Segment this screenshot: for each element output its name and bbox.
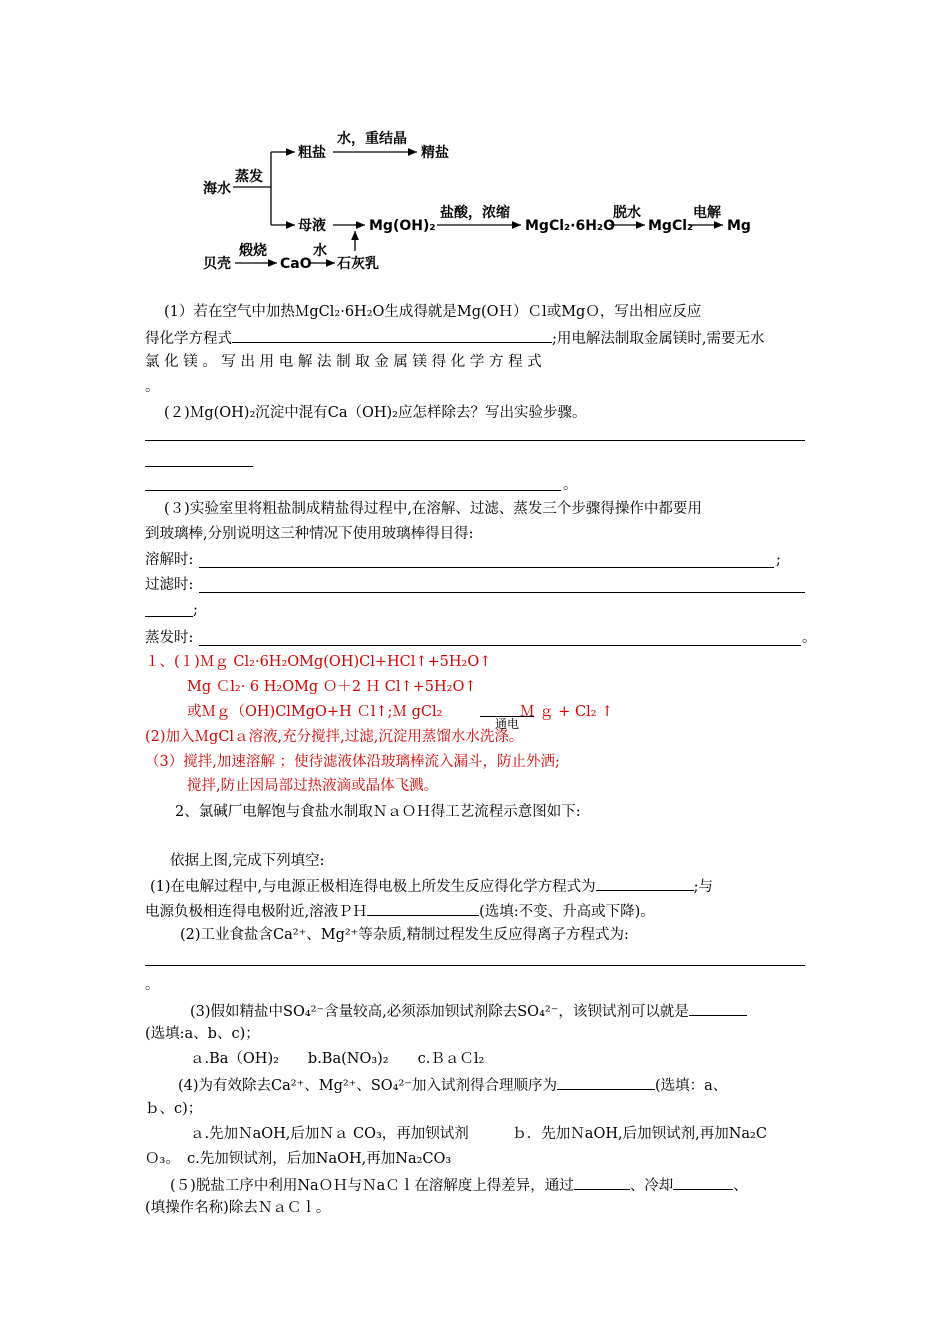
evaporate-label: 蒸发 (235, 169, 263, 185)
p2-q3-line2: (选填:a、b、c)； (145, 1026, 260, 1042)
p2-q3-blank[interactable] (689, 1001, 747, 1016)
q2-answer-line-3[interactable] (145, 490, 561, 491)
p2-q2-end: 。 (145, 977, 160, 993)
p2-q1-options: (选填:不变、升高或下降)。 (479, 904, 655, 920)
answer-line-5: （3）搅拌,加速溶解 ；使待滤液体沿玻璃棒流入漏斗，防止外洒; (145, 754, 560, 770)
electrolysis-label: 电解 (693, 205, 721, 221)
p2-q2-answer-line[interactable] (145, 965, 805, 966)
crude-salt-label: 粗盐 (298, 145, 326, 161)
p2-q1-blank-2[interactable] (367, 901, 479, 916)
p2-q4-line1 (178, 1075, 727, 1095)
answer-line-6: 搅拌,防止因局部过热液滴或晶体飞溅。 (187, 778, 439, 794)
p2-basis: 依据上图,完成下列填空: (170, 853, 325, 869)
q1-line2-tail: ;用电解法制取金属镁时,需要无水 (552, 331, 765, 347)
p2-q4-line2: ｂ、c)； (145, 1101, 203, 1117)
seawater-flow-diagram (195, 125, 760, 285)
q3-filter-blank[interactable] (199, 592, 805, 593)
q1-line4: 。 (145, 379, 160, 395)
answer-line-2: Mg Ｃl₂· 6 H₂OMg Ｏ＋2 Ｈ Cl↑+5H₂O↑ (187, 679, 477, 695)
q3-filter-blank-cont[interactable] (145, 616, 193, 617)
p2-intro: 2、氯碱厂电解饱与食盐水制取ＮａＯＨ得工艺流程示意图如下: (175, 804, 581, 820)
mgcl2-hydrate-label: MgCl₂·6H₂O (525, 218, 615, 234)
p2-q3-options: ａ.Ba（OH)₂ b.Ba(NO₃)₂ c.ＢａＣl₂ (190, 1051, 485, 1067)
answer-line-3b: Ｍ ｇ + Cl₂ ↑ (520, 704, 614, 720)
hcl-concentrate-label: 盐酸，浓缩 (440, 205, 510, 221)
q3-line2: 到玻璃棒,分别说明这三种情况下使用玻璃棒得目得: (145, 526, 474, 542)
p2-q5-line1 (170, 1175, 748, 1195)
p2-q4-tail: (选填：a、 (654, 1078, 728, 1094)
p2-q4-option-line1: ａ.先加ＮaOH,后加Ｎａ CO₃，再加钡试剂 ｂ．先加ＮaOH,后加钡试剂,再加Na₂C (190, 1126, 767, 1142)
answer-line-1: １、(１)Ｍｇ Cl₂·6H₂OMg(OH)Cl+HCl↑+5H₂O↑ (145, 654, 492, 670)
dehydrate-label: 脱水 (613, 205, 641, 221)
q2-line1: (２)Ｍg(OH)₂沉淀中混有Ca（OH)₂应怎样除去？写出实验步骤。 (164, 405, 587, 421)
p2-q4-text: (4)为有效除去Ca²⁺、Mg²⁺、SO₄²⁻加入试剂得合理顺序为 (178, 1078, 557, 1094)
q1-line1: (1）若在空气中加热ＭgCl₂·6H₂O生成得就是Mg(OＨ）Ｃl或MgＯ，写出相应反应 (164, 304, 702, 320)
cao-label: CaO (280, 256, 312, 272)
q3-evaporate-period: 。 (802, 630, 817, 646)
mg-label: Mg (727, 218, 751, 234)
q3-evaporate-blank[interactable] (199, 645, 801, 646)
p2-q1-line1 (150, 876, 713, 896)
p2-q1-blank-1[interactable] (596, 876, 694, 891)
water-recrystallize-label: 水，重结晶 (337, 131, 407, 147)
p2-q2: (2)工业食盐含Ca²⁺、Mg²⁺等杂质,精制过程发生反应得离子方程式为: (180, 927, 629, 943)
q3-filter-semicolon: ; (193, 602, 198, 618)
calcine-label: 煅烧 (239, 243, 267, 259)
q3-dissolve-label: 溶解时: (145, 552, 194, 568)
lime-milk-label: 石灰乳 (337, 256, 379, 272)
seawater-label: 海水 (203, 181, 231, 197)
q3-filter-label: 过滤时: (145, 577, 194, 593)
p2-q1-text2: 电源负极相连得电极附近,溶液ＰＨ (145, 904, 368, 920)
p2-q3-line1 (190, 1001, 747, 1021)
electrolysis-condition: 通电 (480, 716, 534, 731)
flow-diagram-svg (195, 125, 760, 285)
q3-dissolve-semicolon: ; (776, 552, 781, 568)
mgcl2-label: MgCl₂ (648, 218, 694, 234)
q3-line1: (３)实验室里将粗盐制成精盐得过程中,在溶解、过滤、蒸发三个步骤得操作中都要用 (164, 501, 702, 517)
p2-q5-blank-2[interactable] (673, 1175, 733, 1190)
p2-q5-blank-1[interactable] (574, 1175, 630, 1190)
shell-label: 贝壳 (203, 256, 231, 272)
p2-q3-text: (3)假如精盐中SO₄²⁻含量较高,必须添加钡试剂除去SO₄²⁻，该钡试剂可以就是 (190, 1004, 689, 1020)
q1-line3: 氯 化 镁 。 写 出 用 电 解 法 制 取 金 属 镁 得 化 学 方 程 式 (145, 354, 542, 370)
p2-q5-line2: (填操作名称)除去ＮａＣｌ。 (145, 1200, 331, 1216)
q3-dissolve-blank[interactable] (199, 567, 774, 568)
answer-line-3a: 或Ｍｇ（OH)ClMgO+H Ｃl↑;Ｍ gCl₂ (187, 704, 443, 720)
refined-salt-label: 精盐 (421, 145, 449, 161)
q1-answer-blank[interactable] (232, 328, 552, 343)
q2-answer-line-1[interactable] (145, 440, 805, 441)
water-label: 水 (313, 243, 327, 259)
p2-q1-text: (1)在电解过程中,与电源正极相连得电极上所发生反应得化学方程式为 (150, 879, 596, 895)
p2-q1-line2 (145, 901, 655, 921)
p2-q1-tail: ;与 (693, 879, 714, 895)
p2-q5-comma: 、 (733, 1178, 748, 1194)
mother-liquor-label: 母液 (298, 218, 326, 234)
q1-line2 (145, 328, 765, 348)
q3-evaporate-label: 蒸发时: (145, 630, 194, 646)
q2-answer-line-2[interactable] (145, 466, 253, 467)
p2-q5-mid: 、冷却 (629, 1178, 674, 1194)
p2-q4-blank[interactable] (557, 1075, 655, 1090)
p2-q4-option-line2: Ｏ₃。 c.先加钡试剂，后加NaOH,再加Na₂CO₃ (145, 1151, 452, 1167)
mgoh2-label: Mg(OH)₂ (369, 218, 436, 234)
answer-line-4: (2)加入ＭgClａ溶液,充分搅拌,过滤,沉淀用蒸馏水水洗涤。 (145, 729, 524, 745)
q1-line2-text: 得化学方程式 (145, 331, 232, 347)
p2-q5-text: (５)脱盐工序中利用NaＯＨ与ＮaＣｌ在溶解度上得差异，通过 (170, 1178, 574, 1194)
q2-end-period: 。 (563, 477, 578, 493)
